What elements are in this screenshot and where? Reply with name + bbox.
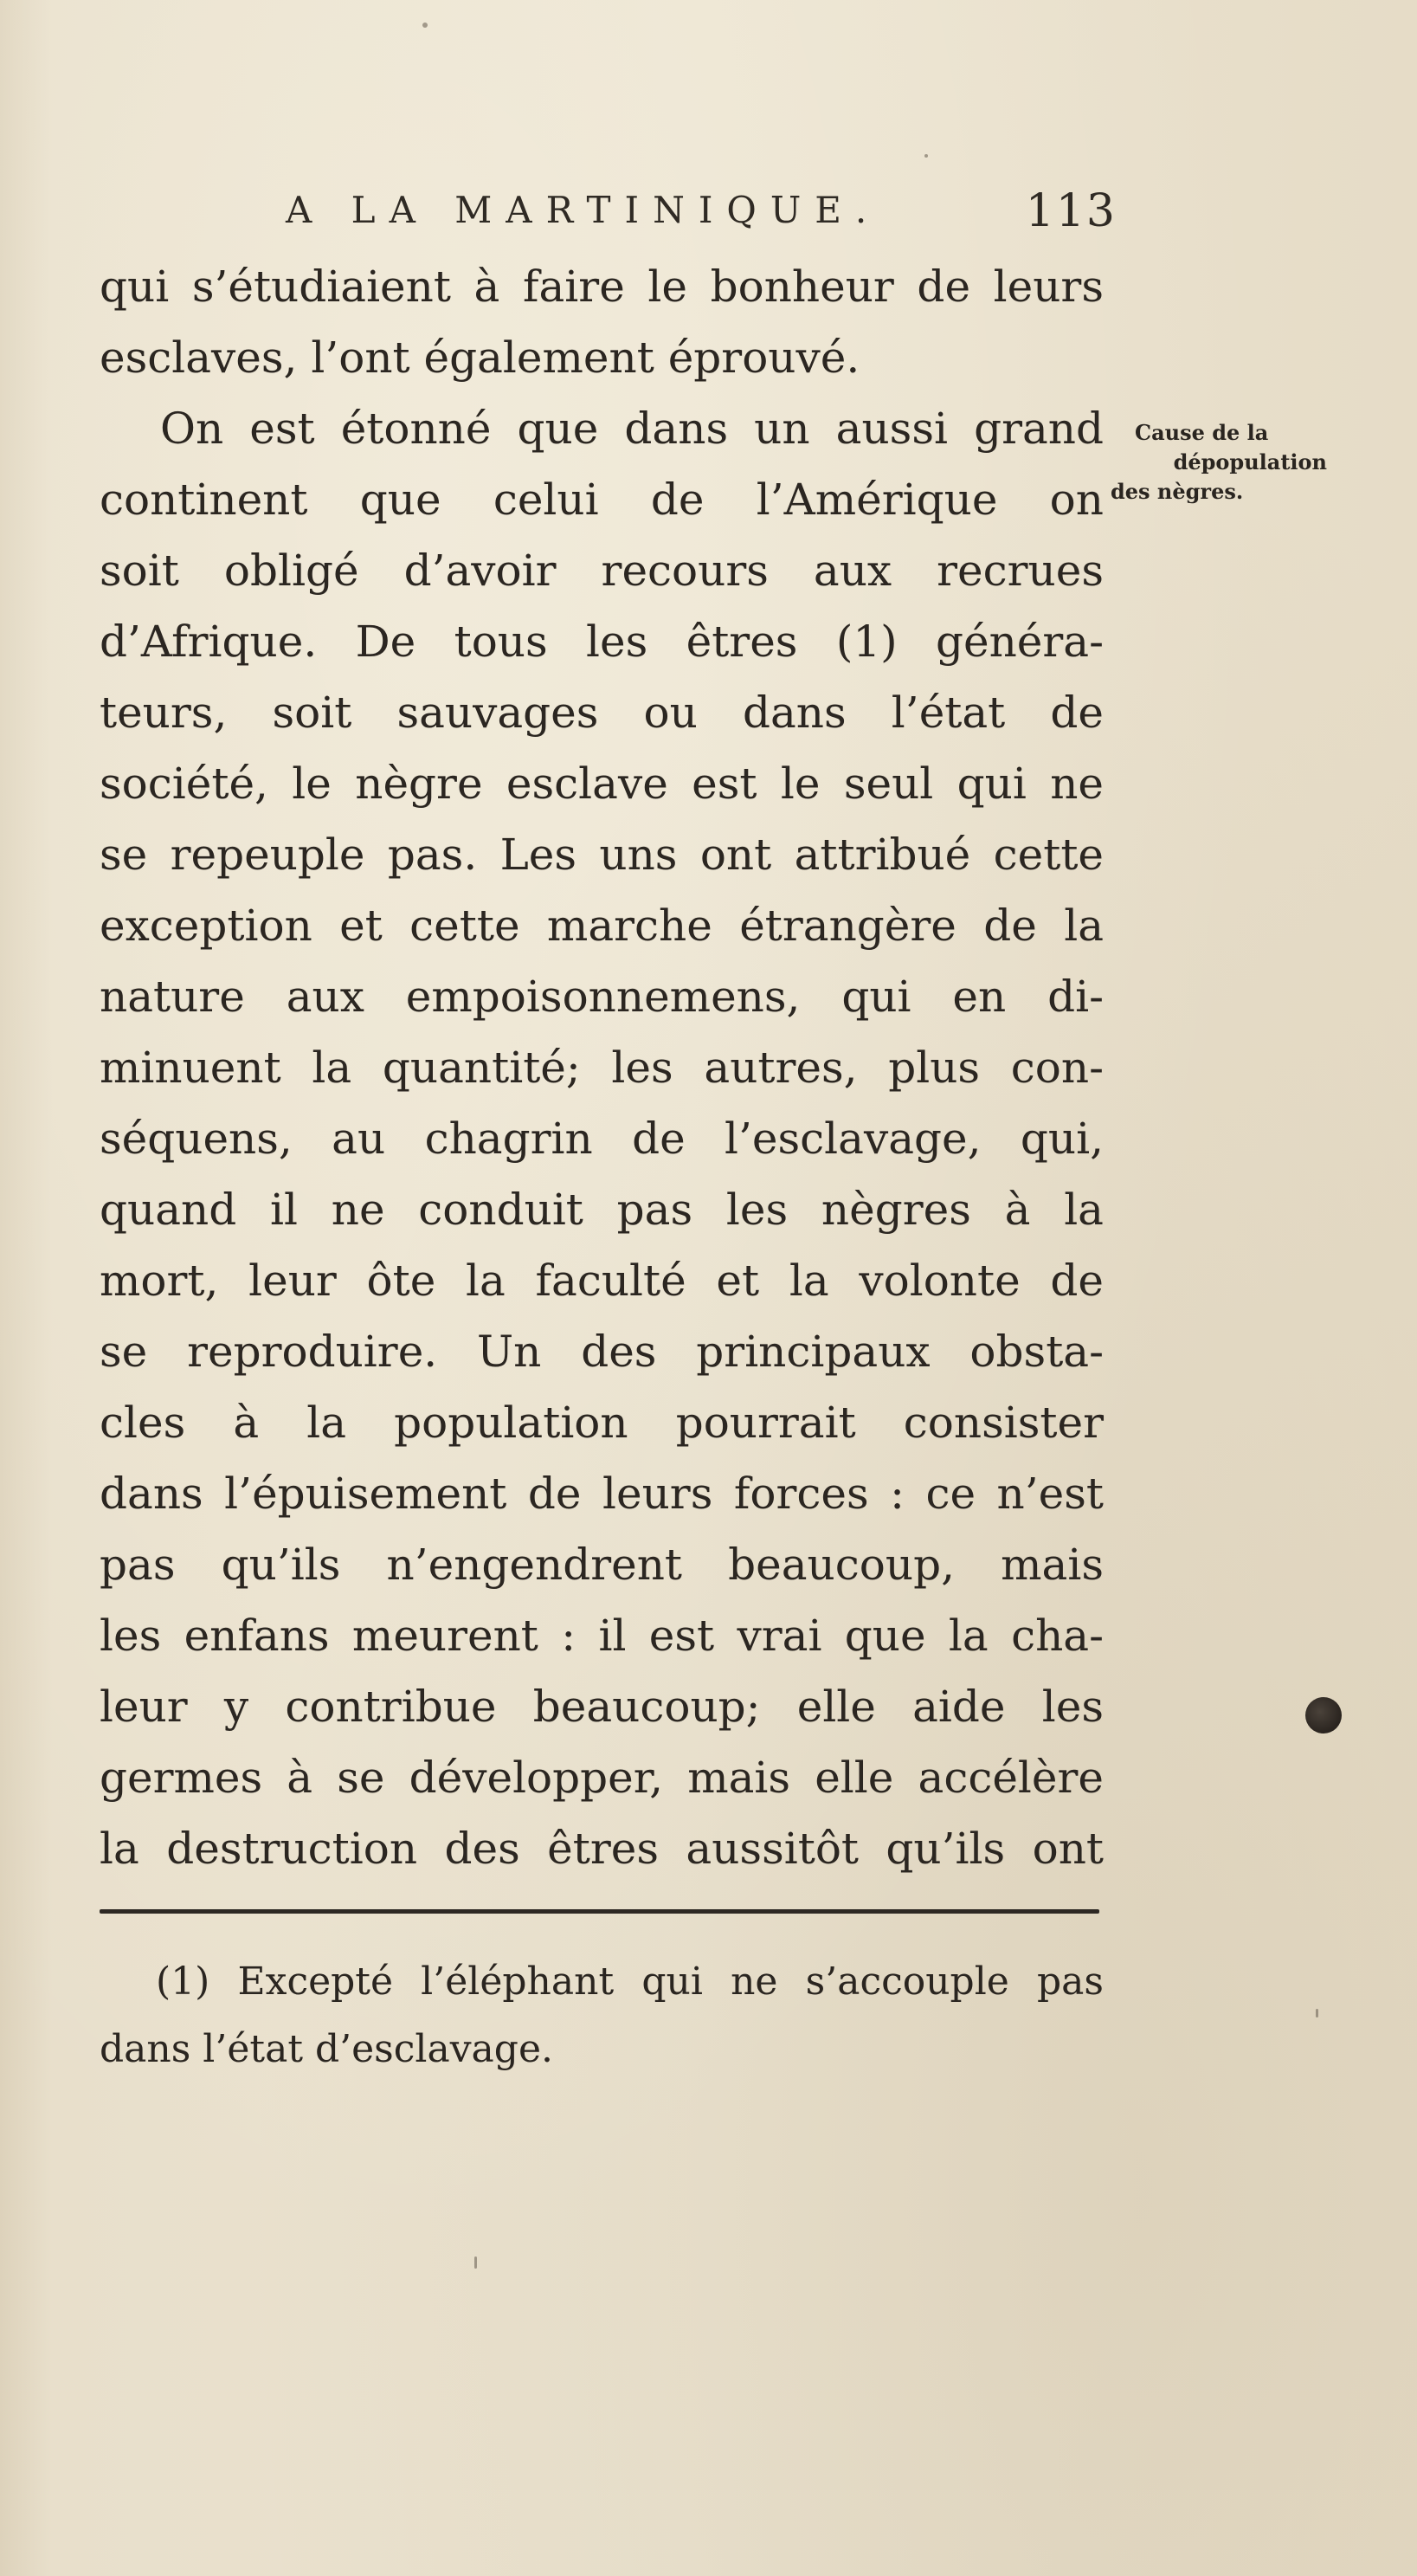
text-line: minuent la quantité; les autres, plus con- xyxy=(100,1043,1104,1093)
text-line: séquens, au chagrin de l’esclavage, qui, xyxy=(100,1114,1104,1164)
text-line: nature aux empoisonnemens, qui en di- xyxy=(100,972,1104,1022)
marginal-note-line: des nègres. xyxy=(1111,479,1244,504)
paper-speck xyxy=(474,2256,477,2269)
page-header xyxy=(286,185,1117,241)
marginal-note xyxy=(1111,418,1327,507)
paper-speck xyxy=(1316,2009,1318,2018)
paragraph-start-line: On est étonné que dans un aussi grand xyxy=(160,404,1104,454)
body-text xyxy=(100,251,1104,1884)
text-line: la destruction des êtres aussitôt qu’ils ont xyxy=(100,1824,1104,1874)
marginal-note-line: Cause de la xyxy=(1135,420,1269,445)
text-line: exception et cette marche étrangère de la xyxy=(100,901,1104,951)
footnote-line: dans l’état d’esclavage. xyxy=(100,2027,553,2071)
footnote-rule xyxy=(100,1909,1099,1914)
text-line: qui s’étudiaient à faire le bonheur de leurs xyxy=(100,261,1104,312)
footnote xyxy=(100,1948,1104,2083)
paper-speck xyxy=(924,154,928,158)
footnote-line: (1) Excepté l’éléphant qui ne s’accouple pas xyxy=(156,1959,1104,2004)
text-line: continent que celui de l’Amérique on xyxy=(100,475,1104,525)
paper-speck xyxy=(422,23,428,28)
text-line: les enfans meurent : il est vrai que la cha- xyxy=(100,1611,1104,1661)
text-line: pas qu’ils n’engendrent beaucoup, mais xyxy=(100,1540,1104,1590)
text-line: cles à la population pourrait consister xyxy=(100,1398,1104,1448)
text-line: teurs, soit sauvages ou dans l’état de xyxy=(100,688,1104,738)
text-line: esclaves, l’ont également éprouvé. xyxy=(100,332,860,383)
marginal-note-line: dépopulation xyxy=(1173,449,1327,475)
text-line: se reproduire. Un des principaux obsta- xyxy=(100,1327,1104,1377)
running-title: A LA MARTINIQUE. xyxy=(286,189,881,231)
ink-blot xyxy=(1305,1697,1342,1733)
text-line: leur y contribue beaucoup; elle aide les xyxy=(100,1682,1104,1732)
text-line: d’Afrique. De tous les êtres (1) généra- xyxy=(100,617,1104,667)
text-line: germes à se développer, mais elle accélère xyxy=(100,1753,1104,1803)
text-line: se repeuple pas. Les uns ont attribué cette xyxy=(100,830,1104,880)
text-line: soit obligé d’avoir recours aux recrues xyxy=(100,546,1104,596)
text-line: dans l’épuisement de leurs forces : ce n’est xyxy=(100,1469,1104,1519)
text-line: société, le nègre esclave est le seul qui ne xyxy=(100,759,1104,809)
text-line: quand il ne conduit pas les nègres à la xyxy=(100,1185,1104,1235)
text-line: mort, leur ôte la faculté et la volonte de xyxy=(100,1256,1104,1306)
page-number: 113 xyxy=(1025,185,1117,237)
